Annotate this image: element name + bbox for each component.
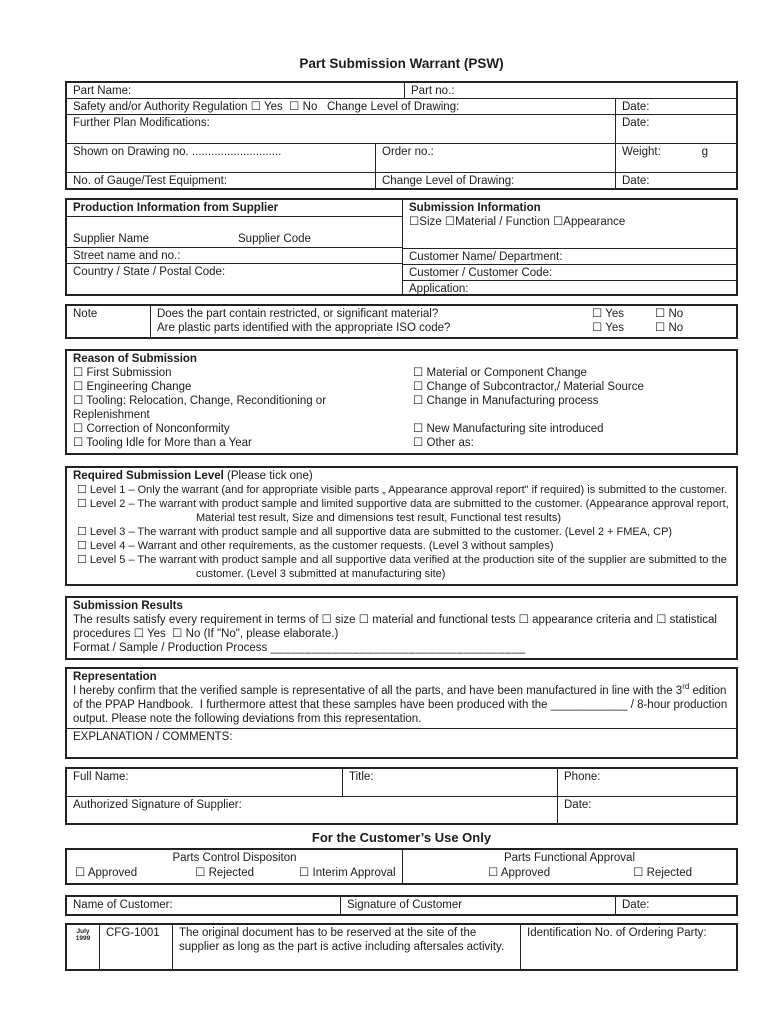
parts-functional-options [403,866,736,882]
table-row [67,306,736,337]
reason-row [73,436,730,450]
supplier-name-label: Supplier Name [73,233,150,245]
approval-option[interactable]: ☐ Rejected [633,867,693,879]
format-sample-label: Format / Sample / Production Process [73,642,268,654]
title-field: Title: [342,769,557,796]
weight-unit: g [701,146,708,158]
production-info-header: Production Information from Supplier [73,202,279,214]
reason-item[interactable]: ☐ Tooling Idle for More than a Year [73,437,252,449]
submission-info-header: Submission Information [409,202,541,214]
customer-use-heading: For the Customer’s Use Only [311,830,492,845]
table-row [67,83,736,98]
reason-item[interactable]: ☐ New Manufacturing site introduced [413,423,604,435]
production-info-column [67,200,402,294]
no-checkbox-option[interactable]: ☐ No [655,322,684,334]
customer-code-field: Customer / Customer Code: [403,264,736,280]
footer-date-year: 1999 [75,935,91,942]
table-row [67,114,736,143]
level-item[interactable]: ☐ Level 3 – The warrant with product sample and all supportive data are submitted to the customer. (Level 2 + FMEA, CP) [77,526,673,538]
representation-text-pre: I hereby confirm that the verified sample is representative of all the parts, and have been manufactured in line with the 3 [73,685,683,697]
supplier-signature-table [65,767,738,825]
reason-of-submission-section [65,349,738,455]
supplier-name-row [67,216,402,247]
part-name-field: Part Name: [73,85,132,97]
application-field: Application: [403,280,736,294]
weight-field [615,144,736,172]
results-text[interactable]: The results satisfy every requirement in terms of ☐ size ☐ material and functional tests ☐ appearance criteria and ☐ statistical procedures ☐ Yes ☐ No (If "No", please elaborate.) [73,614,717,640]
footer-note: The original document has to be reserved at the site of the supplier as long as the part is active including aftersales activity. [172,925,520,969]
parts-functional-column [402,850,736,883]
table-row [67,769,736,796]
approval-option[interactable]: ☐ Rejected [195,867,255,879]
note-question: Are plastic parts identified with the appropriate ISO code? [157,322,451,334]
reason-item[interactable]: ☐ First Submission [73,367,172,379]
representation-text-sup: rd [682,682,690,692]
parts-control-options [67,866,402,882]
ordering-party-field: Identification No. of Ordering Party: [520,925,736,969]
level-item[interactable]: ☐ Level 5 – The warrant with product sample and all supportive data verified at the production site of the supplier are submitted to the customer. (Level 3 submitted at manufacturing site) [77,554,727,580]
reason-item[interactable]: ☐ Change of Subcontractor,/ Material Source [413,381,644,393]
table-row [67,796,736,823]
date-field: Date: [615,897,736,914]
reason-item[interactable]: ☐ Change in Manufacturing process [413,395,599,407]
note-label: Note [73,308,98,320]
reason-row [73,422,730,436]
table-row [67,98,736,114]
country-field: Country / State / Postal Code: [67,263,402,294]
order-no-field: Order no.: [375,144,615,172]
customer-use-table [65,848,738,885]
production-submission-table [65,198,738,296]
reason-item[interactable]: ☐ Other as: [413,437,474,449]
explanation-comments-field: EXPLANATION / COMMENTS: [67,728,736,757]
date-field: Date: [615,115,736,143]
note-table [65,304,738,339]
full-name-field: Full Name: [73,771,129,783]
table-row [67,143,736,172]
representation-header: Representation [73,671,157,683]
date-field: Date: [615,99,736,114]
representation-section [65,667,738,759]
footer-date [67,925,99,969]
footer-date-month: July [76,928,90,935]
customer-signature-table [65,895,738,916]
table-row [67,897,736,914]
note-questions-cell [150,306,736,337]
yes-checkbox-option[interactable]: ☐ Yes [592,322,625,334]
reason-item[interactable]: ☐ Material or Component Change [413,367,587,379]
reason-item[interactable]: ☐ Engineering Change [73,381,192,393]
date-field: Date: [557,797,736,823]
street-field: Street name and no.: [67,247,402,263]
approval-option[interactable]: ☐ Interim Approval [299,867,396,879]
submission-info-column [402,200,736,294]
required-level-header-line [73,469,730,483]
document-footer-table [65,923,738,971]
note-question: Does the part contain restricted, or significant material? [157,308,439,320]
reason-item[interactable]: ☐ Tooling: Relocation, Change, Reconditioning or Replenishment [73,395,327,421]
level-item[interactable]: ☐ Level 4 – Warrant and other requirements, as the customer requests. (Level 3 without samples) [77,540,554,552]
representation-body [67,669,736,728]
note-question-row [157,321,710,335]
safety-regulation-field[interactable]: Safety and/or Authority Regulation ☐ Yes ☐ No Change Level of Drawing: [73,101,460,113]
representation-text-post: edition of the PPAP Handbook. I furthermore attest that these samples have been produced with the ____________ / 8-hour production output. Please note the following deviations from this representation. [73,685,728,725]
approval-option[interactable]: ☐ Approved [75,867,138,879]
format-sample-blank: _____________________________________ [270,642,526,654]
footer-code: CFG-1001 [99,925,172,969]
submission-type-options[interactable]: ☐Size ☐Material / Function ☐Appearance [409,216,626,228]
name-of-customer-field: Name of Customer: [73,899,173,911]
representation-text [73,684,730,726]
reason-row [73,380,730,394]
authorized-signature-field: Authorized Signature of Supplier: [73,799,242,811]
reason-item[interactable]: ☐ Correction of Nonconformity [73,423,230,435]
weight-label: Weight: [622,146,661,158]
reason-row [73,394,730,422]
supplier-code-label: Supplier Code [238,233,311,245]
submission-info-cell [403,200,736,248]
reason-header: Reason of Submission [73,353,197,365]
shown-on-drawing-field: Shown on Drawing no. ............................ [73,146,282,158]
date-field: Date: [615,173,736,188]
approval-option[interactable]: ☐ Approved [488,867,551,879]
further-plan-field: Further Plan Modifications: [73,117,210,129]
gauge-equipment-field: No. of Gauge/Test Equipment: [73,175,228,187]
level-item[interactable]: ☐ Level 1 – Only the warrant (and for appropriate visible parts „ Appearance approval report" if required) is submitted to the customer. [77,484,728,496]
change-level-field: Change Level of Drawing: [375,173,615,188]
page-title: Part Submission Warrant (PSW) [299,56,504,71]
customer-name-field: Customer Name/ Department: [403,248,736,264]
parts-control-header: Parts Control Dispositon [172,852,297,864]
submission-results-section [65,596,738,660]
reason-row [73,366,730,380]
required-submission-level-section [65,466,738,586]
table-row [67,925,736,969]
no-checkbox-option[interactable]: ☐ No [655,308,684,320]
part-info-table [65,81,738,190]
part-no-field: Part no.: [404,83,736,98]
parts-control-column [67,850,402,883]
format-sample-line [73,641,730,655]
required-level-header: Required Submission Level [73,470,224,482]
results-header: Submission Results [73,600,183,612]
level-item[interactable]: ☐ Level 2 – The warrant with product sample and limited supportive data are submitted to the customer. (Appearance approval report, Material test result, Size and dimensions test result, Functional test results) [77,498,729,524]
yes-checkbox-option[interactable]: ☐ Yes [592,308,625,320]
document-content [65,0,738,971]
phone-field: Phone: [557,769,736,796]
table-row [67,172,736,188]
required-level-note: (Please tick one) [223,470,313,482]
note-question-row [157,307,710,321]
parts-functional-header: Parts Functional Approval [503,852,636,864]
signature-of-customer-field: Signature of Customer [340,897,615,914]
